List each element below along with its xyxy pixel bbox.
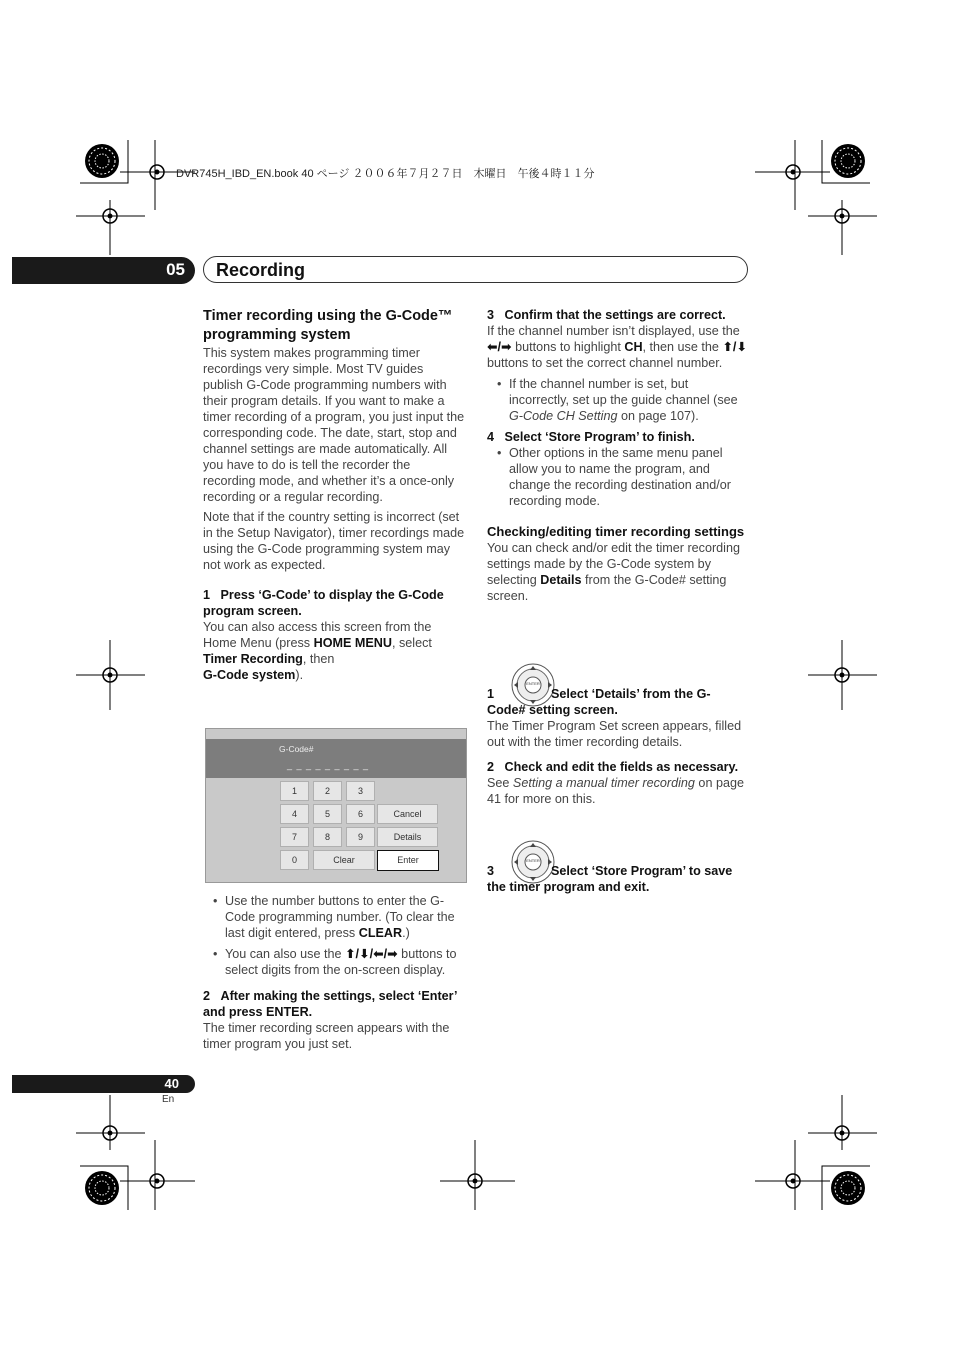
registration-sunburst-top-right [831, 144, 865, 178]
key-6[interactable]: 6 [346, 804, 375, 824]
page-language: En [162, 1094, 175, 1105]
chapter-number-tab [12, 257, 195, 284]
page-number: 40 [164, 1076, 179, 1091]
key-5[interactable]: 5 [313, 804, 342, 824]
step-4-bullets [487, 445, 749, 509]
details-button[interactable]: Details [377, 827, 438, 847]
key-8[interactable]: 8 [313, 827, 342, 847]
key-4[interactable]: 4 [280, 804, 309, 824]
section-heading-checking: Checking/editing timer recording settings [487, 524, 745, 539]
check-edit-step-1: 1 Select ‘Details’ from the G-Code# setting screen. The Timer Program Set screen appears, filled out with the timer recording details. 2 Check and edit the fields as necessary. See Setting a manual timer recording on page 41 for more on this. [487, 686, 749, 807]
bullet-channel-setting: • If the channel number is set, but incorrectly, set up the guide channel (see G-Code CH Setting on page 107). [509, 376, 749, 424]
gcode-label: G-Code# [279, 744, 314, 754]
key-3[interactable]: 3 [346, 781, 375, 801]
registration-sunburst-bottom-left [85, 1171, 119, 1205]
chapter-title-bar [203, 256, 748, 283]
intro-paragraph: This system makes programming timer recordings very simple. Most TV guides publish G-Code programming numbers with their program details. If you want to make a timer recording of a program, you just input the corresponding code. The date, start, stop and channel settings are made automatically. All you have to do is tell the recorder the recording mode, and whether it’s a once-only recording or a regular recording. [203, 346, 465, 504]
step-4-heading: 4 Select ‘Store Program’ to finish. [487, 430, 695, 444]
chapter-title: Recording [216, 260, 306, 280]
check-edit-step-3: 3 Select ‘Store Program’ to save the timer program and exit. [487, 864, 733, 894]
print-header-meta: DVR745H_IBD_EN.book 40 ページ ２００６年７月２７日 木曜日 午後４時１１分 [176, 168, 595, 180]
clear-button[interactable]: Clear [313, 850, 375, 870]
key-2[interactable]: 2 [313, 781, 342, 801]
bullet-arrow-buttons: • You can also use the ⬆/⬇/⬅/➡ buttons to select digits from the on-screen display. [225, 946, 465, 978]
remote-enter-label-2: ENTER [526, 858, 540, 863]
remote-enter-label: ENTER [526, 681, 540, 686]
gcode-bullet-list [203, 893, 465, 978]
left-column-lower [203, 893, 465, 1052]
note-paragraph: Note that if the country setting is incorrect (set in the Setup Navigator), timer recordings made using the G-Code programming system may not work as expected. [203, 510, 465, 572]
section-heading-gcode: Timer recording using the G-Code™ programming system [203, 308, 453, 343]
check-edit-step-2-heading: 2 Check and edit the fields as necessary. [487, 760, 739, 774]
enter-button[interactable]: Enter [377, 850, 439, 871]
key-9[interactable]: 9 [346, 827, 375, 847]
gcode-input-bar [206, 739, 466, 778]
registration-sunburst-bottom-right [831, 1171, 865, 1205]
key-7[interactable]: 7 [280, 827, 309, 847]
right-column [487, 307, 749, 604]
gcode-screen-illustration [205, 728, 467, 883]
step-2-heading: 2 After making the settings, select ‘Enter’ and press ENTER. [203, 989, 457, 1019]
left-column [203, 307, 465, 683]
step-2-text: The timer recording screen appears with the timer program you just set. [203, 1021, 450, 1051]
key-1[interactable]: 1 [280, 781, 309, 801]
step-1-text: You can also access this screen from the Home Menu (press HOME MENU, select Timer Recording, then G-Code system). [203, 620, 432, 682]
step-1-heading: 1 Press ‘G-Code’ to display the G-Code program screen. [203, 588, 444, 618]
step-3-heading: 3 Confirm that the settings are correct. [487, 308, 726, 322]
step-3-bullets [487, 376, 749, 424]
checking-intro: You can check and/or edit the timer recording settings made by the G-Code system by selecting Details from the G-Code# setting screen. [487, 541, 740, 603]
registration-sunburst-top-left [85, 144, 119, 178]
page-number-tab [12, 1075, 195, 1093]
chapter-number: 05 [166, 260, 185, 279]
cancel-button[interactable]: Cancel [377, 804, 438, 824]
bullet-number-buttons: • Use the number buttons to enter the G-Code programming number. (To clear the last digit entered, press CLEAR.) [225, 893, 465, 941]
bullet-other-options: • Other options in the same menu panel allow you to name the program, and change the recording destination and/or recording mode. [509, 445, 749, 509]
check-edit-step-2-text: See Setting a manual timer recording on page 41 for more on this. [487, 776, 744, 806]
step-3-text: If the channel number isn’t displayed, use the ⬅/➡ buttons to highlight CH, then use the ⬆/⬇ buttons to set the correct channel number. [487, 324, 747, 370]
gcode-digit-placeholders: _ _ _ _ _ _ _ _ _ [287, 760, 370, 770]
key-0[interactable]: 0 [280, 850, 309, 870]
